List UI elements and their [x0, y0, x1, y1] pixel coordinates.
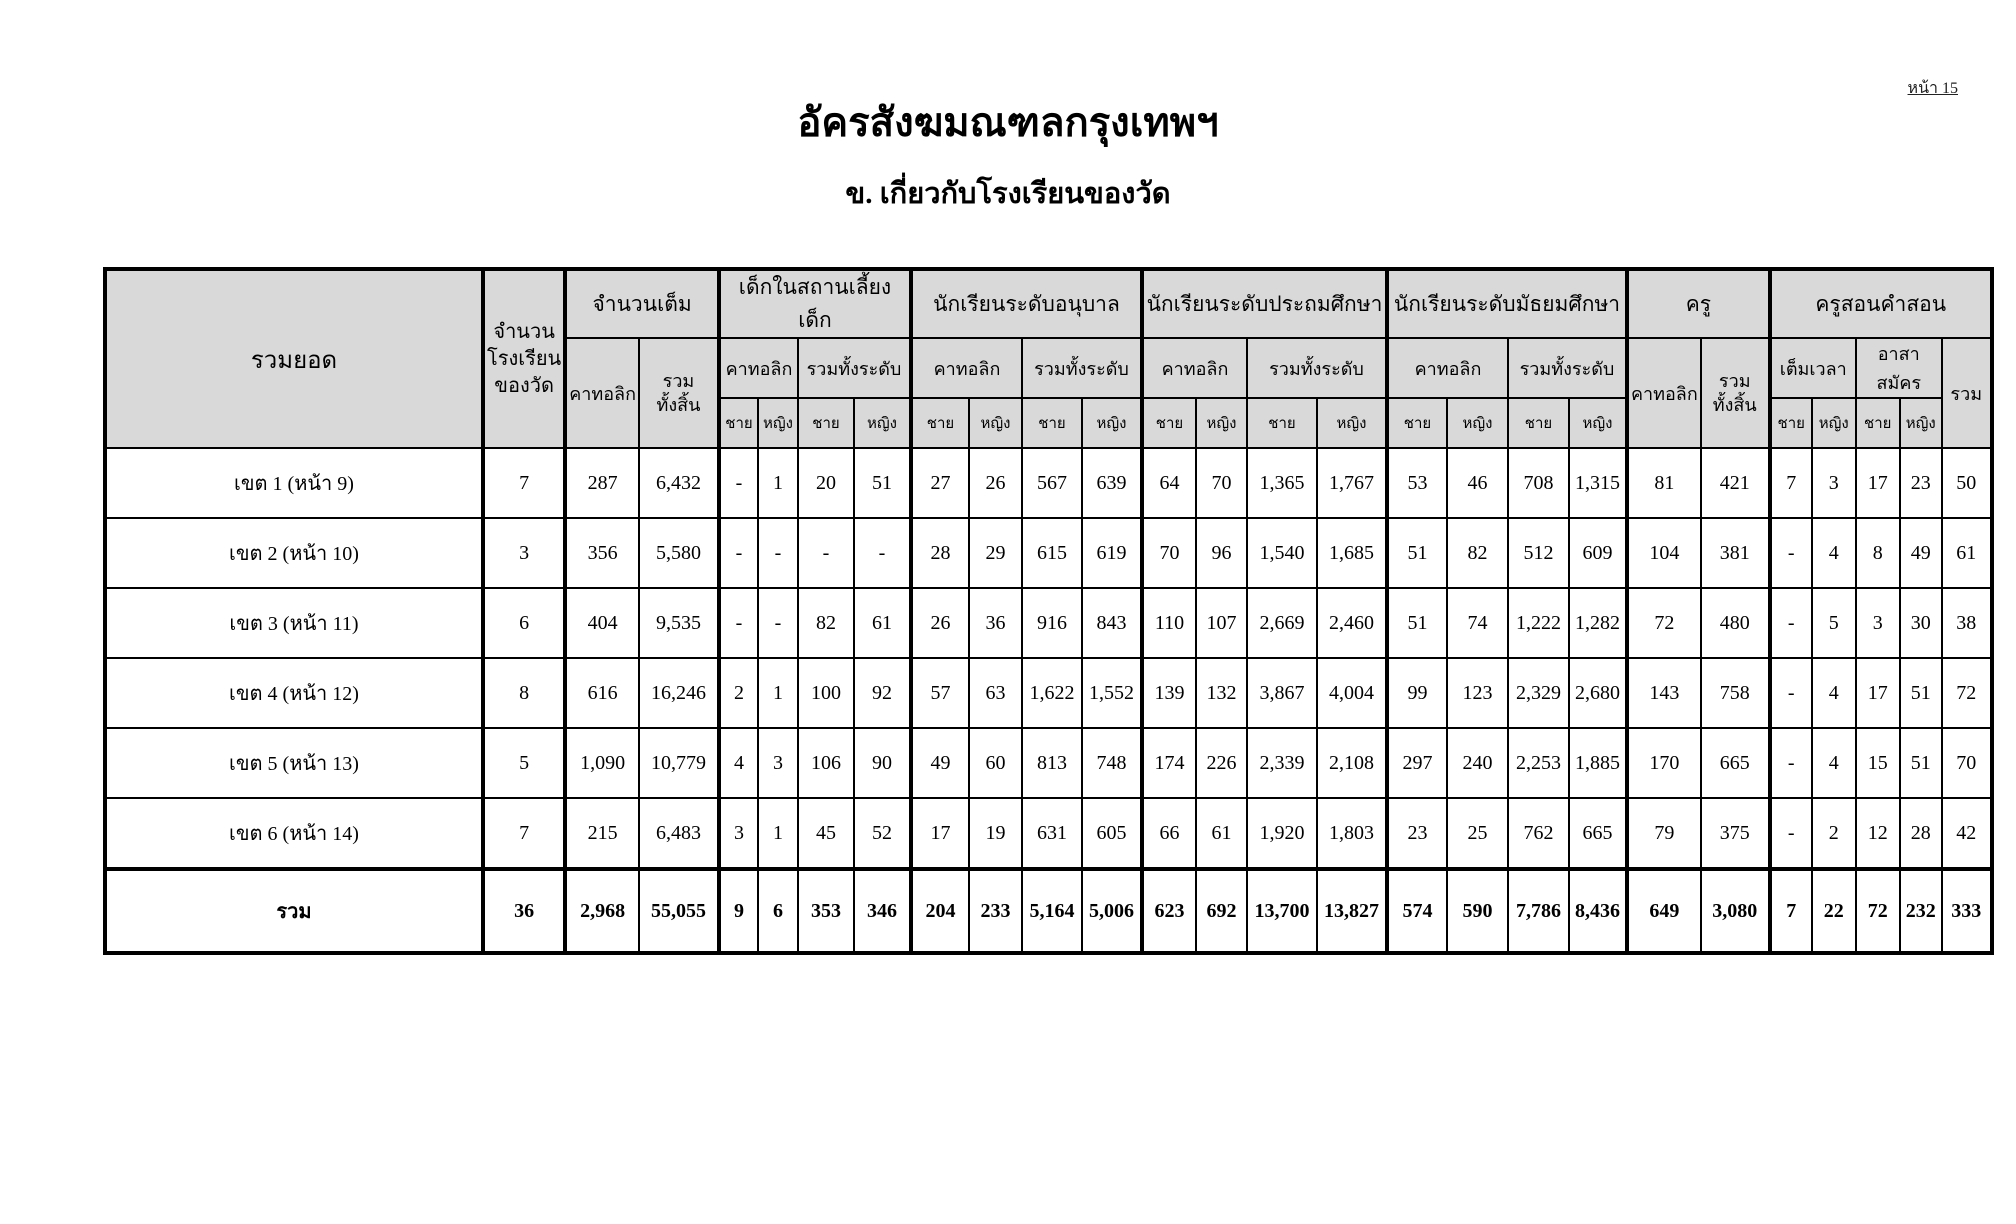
cell: 1,222 [1508, 588, 1569, 658]
subheader-catholic: คาทอลิก [565, 338, 639, 448]
subheader-level-total: รวมทั้งระดับ [1247, 338, 1387, 398]
cell: - [1770, 658, 1812, 728]
row-label: เขต 1 (หน้า 9) [105, 448, 483, 518]
cell: 90 [854, 728, 911, 798]
cell: 381 [1701, 518, 1770, 588]
cell: 649 [1627, 869, 1701, 953]
header-group-row [105, 269, 1992, 338]
cell: 1,552 [1082, 658, 1142, 728]
subheader-grand-total [639, 338, 719, 448]
cell: 762 [1508, 798, 1569, 869]
header-female: หญิง [1082, 398, 1142, 448]
cell: 5 [483, 728, 565, 798]
cell: 15 [1856, 728, 1900, 798]
cell: 70 [1142, 518, 1196, 588]
cell: 1,685 [1317, 518, 1387, 588]
table-row [105, 798, 1992, 869]
school-statistics-table [103, 267, 1994, 955]
cell: 4,004 [1317, 658, 1387, 728]
header-male: ชาย [1247, 398, 1317, 448]
cell: 287 [565, 448, 639, 518]
cell: 1,090 [565, 728, 639, 798]
cell: 12 [1856, 798, 1900, 869]
cell: 8,436 [1569, 869, 1627, 953]
cell: 60 [969, 728, 1022, 798]
cell: 51 [1387, 518, 1447, 588]
header-line: โรงเรียน [487, 347, 562, 370]
cell: 6 [758, 869, 798, 953]
cell: 57 [911, 658, 969, 728]
cell: 61 [854, 588, 911, 658]
cell: 1,803 [1317, 798, 1387, 869]
header-female: หญิง [758, 398, 798, 448]
header-nursery: เด็กในสถานเลี้ยงเด็ก [719, 269, 911, 338]
subheader-catholic: คาทอลิก [1387, 338, 1508, 398]
cell: 50 [1942, 448, 1992, 518]
cell: 346 [854, 869, 911, 953]
cell: 748 [1082, 728, 1142, 798]
cell: - [1770, 518, 1812, 588]
cell: 375 [1701, 798, 1770, 869]
cell: 3 [1856, 588, 1900, 658]
cell: 10,779 [639, 728, 719, 798]
cell: 70 [1196, 448, 1247, 518]
header-school-count [483, 269, 565, 448]
cell: 421 [1701, 448, 1770, 518]
row-label: เขต 6 (หน้า 14) [105, 798, 483, 869]
subheader-level-total: รวมทั้งระดับ [1022, 338, 1142, 398]
header-male: ชาย [1022, 398, 1082, 448]
cell: 82 [798, 588, 854, 658]
header-male: ชาย [719, 398, 758, 448]
header-female: หญิง [1317, 398, 1387, 448]
cell: 42 [1942, 798, 1992, 869]
cell: 609 [1569, 518, 1627, 588]
header-female: หญิง [1812, 398, 1856, 448]
table-header [105, 269, 1992, 448]
cell: 170 [1627, 728, 1701, 798]
cell: 1,315 [1569, 448, 1627, 518]
cell: 123 [1447, 658, 1508, 728]
cell: 70 [1942, 728, 1992, 798]
cell: 2,253 [1508, 728, 1569, 798]
cell: 226 [1196, 728, 1247, 798]
cell: 3 [719, 798, 758, 869]
cell: 7 [483, 798, 565, 869]
cell: 49 [911, 728, 969, 798]
cell: 99 [1387, 658, 1447, 728]
cell: 4 [1812, 728, 1856, 798]
header-teachers: ครู [1627, 269, 1770, 338]
cell: 139 [1142, 658, 1196, 728]
cell: 333 [1942, 869, 1992, 953]
cell: 61 [1196, 798, 1247, 869]
cell: 143 [1627, 658, 1701, 728]
cell: 106 [798, 728, 854, 798]
cell: 51 [854, 448, 911, 518]
subheader-level-total: รวมทั้งระดับ [798, 338, 911, 398]
cell: 353 [798, 869, 854, 953]
header-female: หญิง [1569, 398, 1627, 448]
cell: 16,246 [639, 658, 719, 728]
cell: 7,786 [1508, 869, 1569, 953]
cell: 3 [758, 728, 798, 798]
cell: 2,680 [1569, 658, 1627, 728]
table-row [105, 518, 1992, 588]
cell: 107 [1196, 588, 1247, 658]
header-female: หญิง [1900, 398, 1942, 448]
cell: 2 [1812, 798, 1856, 869]
cell: 1,365 [1247, 448, 1317, 518]
cell: 8 [1856, 518, 1900, 588]
cell: 29 [969, 518, 1022, 588]
cell: 2,460 [1317, 588, 1387, 658]
table-row [105, 448, 1992, 518]
page-title: อัครสังฆมณฑลกรุงเทพฯ [797, 100, 1219, 145]
cell: 1,920 [1247, 798, 1317, 869]
cell: 233 [969, 869, 1022, 953]
cell: 5,006 [1082, 869, 1142, 953]
cell: 72 [1942, 658, 1992, 728]
header-male: ชาย [798, 398, 854, 448]
cell: 665 [1569, 798, 1627, 869]
header-kindergarten: นักเรียนระดับอนุบาล [911, 269, 1142, 338]
cell: 1,622 [1022, 658, 1082, 728]
page-number: หน้า 15 [1907, 80, 1958, 97]
cell: 110 [1142, 588, 1196, 658]
cell: 3,080 [1701, 869, 1770, 953]
subheader-level-total: รวมทั้งระดับ [1508, 338, 1627, 398]
cell: 13,700 [1247, 869, 1317, 953]
header-female: หญิง [969, 398, 1022, 448]
cell: 2,339 [1247, 728, 1317, 798]
cell: 28 [1900, 798, 1942, 869]
cell: 3 [483, 518, 565, 588]
cell: 623 [1142, 869, 1196, 953]
cell: 19 [969, 798, 1022, 869]
cell: 22 [1812, 869, 1856, 953]
cell: 26 [911, 588, 969, 658]
cell: 916 [1022, 588, 1082, 658]
cell: 45 [798, 798, 854, 869]
cell: 4 [1812, 658, 1856, 728]
cell: 174 [1142, 728, 1196, 798]
cell: 1 [758, 798, 798, 869]
table-row [105, 728, 1992, 798]
cell: 5,580 [639, 518, 719, 588]
cell: 616 [565, 658, 639, 728]
header-female: หญิง [1447, 398, 1508, 448]
header-primary: นักเรียนระดับประถมศึกษา [1142, 269, 1387, 338]
cell: 51 [1900, 658, 1942, 728]
cell: 232 [1900, 869, 1942, 953]
cell: 1 [758, 658, 798, 728]
cell: 17 [1856, 658, 1900, 728]
cell: 631 [1022, 798, 1082, 869]
cell: 3,867 [1247, 658, 1317, 728]
cell: 240 [1447, 728, 1508, 798]
header-male: ชาย [1387, 398, 1447, 448]
cell: 55,055 [639, 869, 719, 953]
cell: 9,535 [639, 588, 719, 658]
cell: 36 [483, 869, 565, 953]
cell: 6,432 [639, 448, 719, 518]
row-label: เขต 2 (หน้า 10) [105, 518, 483, 588]
cell: 404 [565, 588, 639, 658]
cell: 813 [1022, 728, 1082, 798]
cell: 100 [798, 658, 854, 728]
cell: 2,329 [1508, 658, 1569, 728]
header-male: ชาย [1856, 398, 1900, 448]
cell: 79 [1627, 798, 1701, 869]
cell: 590 [1447, 869, 1508, 953]
header-line: จำนวน [493, 320, 555, 343]
cell: 51 [1387, 588, 1447, 658]
cell: 574 [1387, 869, 1447, 953]
cell: - [719, 588, 758, 658]
total-row-label: รวม [105, 869, 483, 953]
cell: 64 [1142, 448, 1196, 518]
header-line: รวม [662, 370, 695, 391]
header-line: ทั้งสิ้น [656, 395, 701, 415]
cell: 3 [1812, 448, 1856, 518]
cell: 215 [565, 798, 639, 869]
cell: 92 [854, 658, 911, 728]
cell: 27 [911, 448, 969, 518]
cell: 605 [1082, 798, 1142, 869]
cell: 1,885 [1569, 728, 1627, 798]
cell: 51 [1900, 728, 1942, 798]
header-male: ชาย [1508, 398, 1569, 448]
cell: 52 [854, 798, 911, 869]
cell: 30 [1900, 588, 1942, 658]
cell: 2 [719, 658, 758, 728]
table-row [105, 658, 1992, 728]
cell: 36 [969, 588, 1022, 658]
cell: 2,669 [1247, 588, 1317, 658]
cell: 132 [1196, 658, 1247, 728]
cell: 512 [1508, 518, 1569, 588]
header-secondary: นักเรียนระดับมัธยมศึกษา [1387, 269, 1627, 338]
header-female: หญิง [1196, 398, 1247, 448]
cell: 4 [719, 728, 758, 798]
cell: - [1770, 798, 1812, 869]
cell: 66 [1142, 798, 1196, 869]
cell: 708 [1508, 448, 1569, 518]
cell: 6,483 [639, 798, 719, 869]
cell: 26 [969, 448, 1022, 518]
header-full-number: จำนวนเต็ม [565, 269, 719, 338]
row-label: เขต 3 (หน้า 11) [105, 588, 483, 658]
cell: 758 [1701, 658, 1770, 728]
subheader-catholic: คาทอลิก [1627, 338, 1701, 448]
corner-label: รวมยอด [105, 269, 483, 448]
header-male: ชาย [1770, 398, 1812, 448]
cell: 1 [758, 448, 798, 518]
cell: 619 [1082, 518, 1142, 588]
cell: 639 [1082, 448, 1142, 518]
subheader-catholic: คาทอลิก [911, 338, 1022, 398]
cell: 81 [1627, 448, 1701, 518]
subheader-catholic: คาทอลิก [1142, 338, 1247, 398]
cell: 25 [1447, 798, 1508, 869]
cell: 5 [1812, 588, 1856, 658]
row-label: เขต 5 (หน้า 13) [105, 728, 483, 798]
cell: - [1770, 588, 1812, 658]
subheader-fulltime: เต็มเวลา [1770, 338, 1856, 398]
cell: 6 [483, 588, 565, 658]
cell: 1,767 [1317, 448, 1387, 518]
cell: 96 [1196, 518, 1247, 588]
header-line: ของวัด [494, 374, 554, 397]
cell: 7 [483, 448, 565, 518]
header-female: หญิง [854, 398, 911, 448]
table-row [105, 588, 1992, 658]
row-label: เขต 4 (หน้า 12) [105, 658, 483, 728]
cell: 2,108 [1317, 728, 1387, 798]
cell: 28 [911, 518, 969, 588]
cell: 20 [798, 448, 854, 518]
cell: 46 [1447, 448, 1508, 518]
cell: 23 [1900, 448, 1942, 518]
cell: 74 [1447, 588, 1508, 658]
cell: 38 [1942, 588, 1992, 658]
subheader-catholic: คาทอลิก [719, 338, 798, 398]
cell: 82 [1447, 518, 1508, 588]
cell: 480 [1701, 588, 1770, 658]
cell: 692 [1196, 869, 1247, 953]
header-line: รวม [1718, 370, 1751, 391]
cell: 5,164 [1022, 869, 1082, 953]
header-male: ชาย [1142, 398, 1196, 448]
subheader-total: รวม [1942, 338, 1992, 448]
header-line: ทั้งสิ้น [1712, 395, 1757, 415]
cell: 17 [1856, 448, 1900, 518]
cell: - [719, 448, 758, 518]
cell: 72 [1856, 869, 1900, 953]
cell: 63 [969, 658, 1022, 728]
cell: 843 [1082, 588, 1142, 658]
cell: 9 [719, 869, 758, 953]
cell: - [854, 518, 911, 588]
cell: 7 [1770, 869, 1812, 953]
cell: 1,282 [1569, 588, 1627, 658]
cell: 4 [1812, 518, 1856, 588]
cell: 7 [1770, 448, 1812, 518]
subheader-volunteer: อาสาสมัคร [1856, 338, 1942, 398]
cell: 2,968 [565, 869, 639, 953]
cell: - [758, 588, 798, 658]
cell: 8 [483, 658, 565, 728]
header-catechists: ครูสอนคำสอน [1770, 269, 1992, 338]
cell: 23 [1387, 798, 1447, 869]
cell: 13,827 [1317, 869, 1387, 953]
cell: 1,540 [1247, 518, 1317, 588]
total-row [105, 869, 1992, 953]
subheader-grand-total [1701, 338, 1770, 448]
cell: - [758, 518, 798, 588]
cell: 204 [911, 869, 969, 953]
cell: 72 [1627, 588, 1701, 658]
cell: - [719, 518, 758, 588]
table-body [105, 448, 1992, 953]
cell: - [1770, 728, 1812, 798]
cell: 567 [1022, 448, 1082, 518]
header-male: ชาย [911, 398, 969, 448]
cell: 61 [1942, 518, 1992, 588]
cell: 356 [565, 518, 639, 588]
cell: 615 [1022, 518, 1082, 588]
page-subtitle: ข. เกี่ยวกับโรงเรียนของวัด [845, 178, 1171, 210]
cell: 104 [1627, 518, 1701, 588]
cell: 297 [1387, 728, 1447, 798]
cell: - [798, 518, 854, 588]
cell: 17 [911, 798, 969, 869]
cell: 53 [1387, 448, 1447, 518]
cell: 665 [1701, 728, 1770, 798]
cell: 49 [1900, 518, 1942, 588]
